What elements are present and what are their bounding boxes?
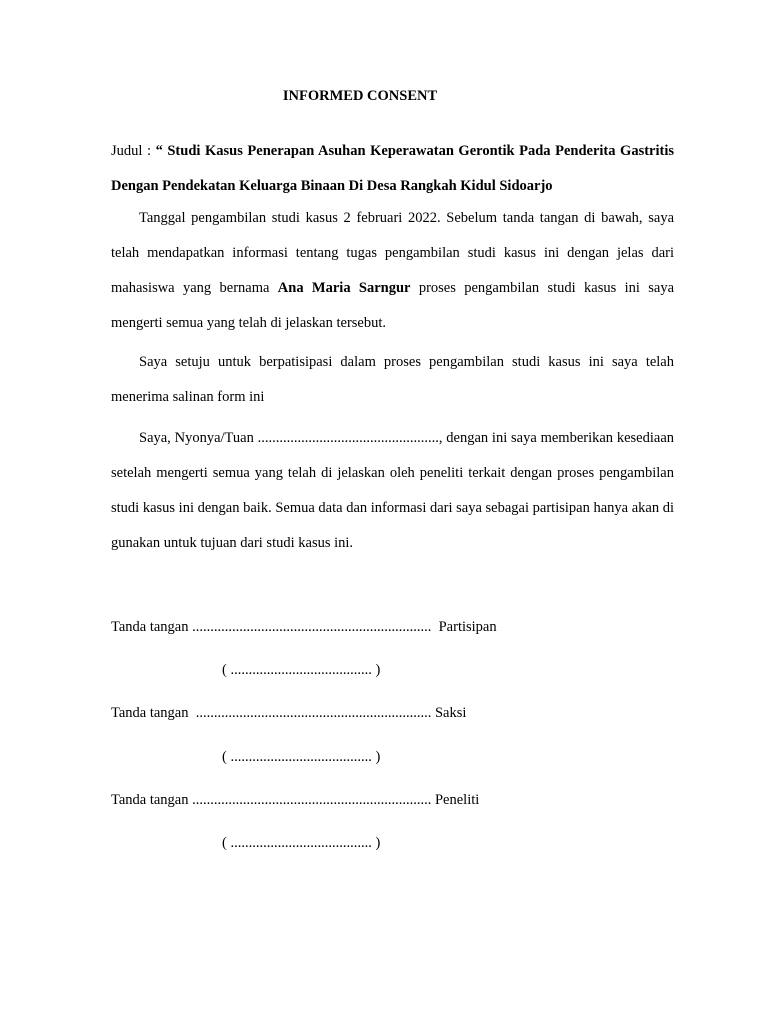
- signature-name-witness: ( ....................................... ): [222, 749, 381, 765]
- signature-line-witness: Tanda tangan ................................................................. Saksi: [111, 705, 467, 721]
- signature-line-researcher: Tanda tangan .................................................................. Peneliti: [111, 792, 480, 808]
- signature-name-researcher: ( ....................................... ): [222, 835, 381, 851]
- signature-name-participant: ( ....................................... ): [222, 662, 381, 678]
- judul-title: “ Studi Kasus Penerapan Asuhan Keperawatan Gerontik Pada Penderita Gastritis Dengan Pendekatan Keluarga Binaan Di Desa Rangkah Kidul Sidoarjo: [111, 143, 675, 194]
- paragraph-consent: Saya, Nyonya/Tuan .................................................., dengan ini saya memberikan kesediaan setelah mengerti semua yang telah di jelaskan oleh peneliti terkait dengan proses pengambilan studi kasus ini dengan baik. Semua data dan informasi dari saya sebagai partisipan hanya akan di gunakan untuk tujuan dari studi kasus ini.: [111, 430, 674, 551]
- page-title: INFORMED CONSENT: [282, 88, 438, 104]
- paragraph1-before: Tanggal pengambilan studi kasus 2 februari 2022. Sebelum tanda tangan di bawah, saya telah mendapatkan informasi tentang tugas pengambilan studi kasus ini dengan jelas dari mahasiswa yang bernama: [111, 210, 674, 296]
- paragraph1-after: proses pengambilan studi kasus ini saya mengerti semua yang telah di jelaskan tersebut.: [111, 280, 675, 331]
- judul-paragraph: [111, 134, 674, 204]
- student-name: Ana Maria Sarngur: [277, 280, 411, 296]
- paragraph-agreement: Saya setuju untuk berpatisipasi dalam proses pengambilan studi kasus ini saya telah menerima salinan form ini: [111, 354, 674, 405]
- paragraph-date-info: [111, 201, 674, 341]
- judul-label: Judul :: [111, 143, 156, 159]
- signature-line-participant: Tanda tangan .................................................................. Partisipan: [111, 619, 497, 635]
